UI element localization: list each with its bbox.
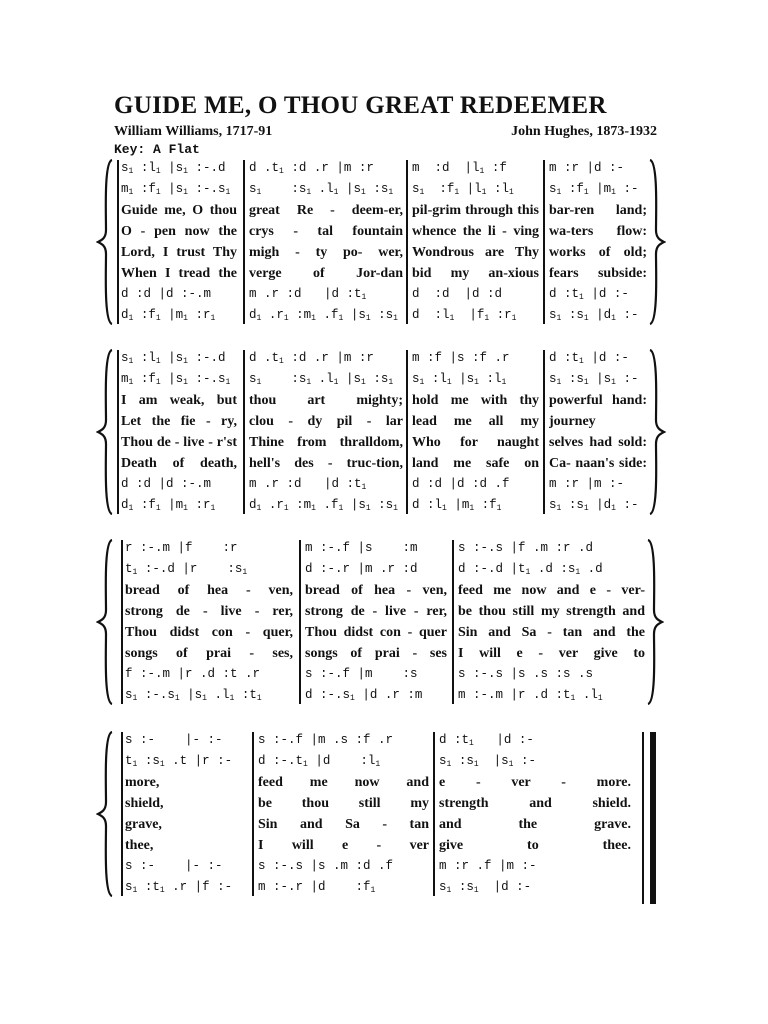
solfa-measure: $m_1$ $:f_1$ $|s_1$ $:-.s_1$	[121, 182, 231, 197]
lyric-phrase: fears subside:	[549, 266, 647, 281]
solfa-measure: s :-.s |s .m :d .f	[258, 859, 394, 873]
lyric-phrase: lead me all my	[412, 414, 539, 429]
lyric-phrase: Guide me, O thou	[121, 203, 237, 218]
solfa-measure: $m_1$ $:f_1$ $|s_1$ $:-.s_1$	[121, 372, 231, 387]
solfa-measure: d $:t_1$ |d :-	[549, 287, 629, 302]
author-credit: William Williams, 1717-91	[114, 124, 273, 139]
lyric-phrase: crys - tal fountain	[249, 224, 403, 239]
solfa-measure: $s_1$ $:s_1$ $|s_1$ :-	[549, 372, 639, 387]
system-3	[0, 538, 768, 706]
lyric-phrase: land me safe on	[412, 456, 539, 471]
solfa-measure: d :-.r |m .r :d	[305, 562, 418, 576]
bar-line	[117, 350, 119, 514]
lyric-phrase: Lord, I trust Thy	[121, 245, 237, 260]
solfa-measure: $s_1$ $:t_1$ .r |f :-	[125, 880, 233, 895]
lyric-phrase: hold me with thy	[412, 393, 539, 408]
lyric-phrase: songs of prai - ses,	[125, 646, 293, 661]
left-brace	[96, 348, 114, 516]
lyric-phrase: grave,	[125, 817, 162, 832]
lyric-phrase: feed me now and e - ver-	[458, 583, 645, 598]
lyric-phrase: whence the li - ving	[412, 224, 539, 239]
lyric-phrase: feed me now and	[258, 775, 429, 790]
lyric-phrase: great Re - deem-er,	[249, 203, 403, 218]
system-2	[0, 348, 768, 516]
solfa-measure: d $:l_1$ $|m_1$ $:f_1$	[412, 498, 502, 513]
lyric-phrase: thou art mighty;	[249, 393, 403, 408]
right-brace	[648, 348, 666, 516]
solfa-measure: d :-.d $|t_1$ .d $:s_1$ .d	[458, 562, 603, 577]
lyric-phrase: verge of Jor-dan	[249, 266, 403, 281]
lyric-phrase: be thou still my	[258, 796, 429, 811]
lyric-phrase: Sin and Sa - tan	[258, 817, 429, 832]
lyric-phrase: strong de - live - rer,	[305, 604, 447, 619]
lyric-phrase: strong de - live - rer,	[125, 604, 293, 619]
solfa-measure: $d_1$ $.r_1$ $:m_1$ $.f_1$ $|s_1$ $:s_1$	[249, 498, 398, 513]
bar-line	[299, 540, 301, 704]
solfa-measure: $s_1$ $:s_1$ $|d_1$ :-	[549, 498, 639, 513]
bar-line	[433, 732, 435, 896]
lyric-phrase: Who for naught	[412, 435, 539, 450]
solfa-measure: d $:-.s_1$ |d .r :m	[305, 688, 423, 703]
lyric-phrase: Let the fie - ry,	[121, 414, 237, 429]
lyric-phrase: e - ver - more.	[439, 775, 631, 790]
system-4	[0, 730, 768, 898]
lyric-phrase: pil-grim through this	[412, 203, 539, 218]
solfa-measure: $s_1$ $:f_1$ $|m_1$ :-	[549, 182, 639, 197]
solfa-measure: d :d |d :-.m	[121, 287, 212, 301]
solfa-measure: $d_1$ $:f_1$ $|m_1$ $:r_1$	[121, 498, 216, 513]
solfa-measure: $s_1$ $:l_1$ $|s_1$ $:l_1$	[412, 372, 507, 387]
solfa-measure: m :f |s :f .r	[412, 351, 510, 365]
solfa-measure: s :-.s |f .m :r .d	[458, 541, 594, 555]
solfa-measure: $d_1$ $:f_1$ $|m_1$ $:r_1$	[121, 308, 216, 323]
lyric-phrase: and the grave.	[439, 817, 631, 832]
solfa-measure: m :-.r |d $:f_1$	[258, 880, 376, 895]
lyric-phrase: Wondrous are Thy	[412, 245, 539, 260]
bar-line	[117, 160, 119, 324]
solfa-measure: d $:l_1$ $|f_1$ $:r_1$	[412, 308, 517, 323]
bar-line	[543, 350, 545, 514]
solfa-measure: $d_1$ $.r_1$ $:m_1$ $.f_1$ $|s_1$ $:s_1$	[249, 308, 398, 323]
solfa-measure: d :d |d :-.m	[121, 477, 212, 491]
lyric-phrase: Ca- naan's side:	[549, 456, 647, 471]
bar-line	[252, 732, 254, 896]
solfa-measure: d $.t_1$ :d .r |m :r	[249, 351, 374, 366]
solfa-measure: $s_1$ $:l_1$ $|s_1$ :-.d	[121, 351, 226, 366]
solfa-measure: m :-.f |s :m	[305, 541, 418, 555]
solfa-measure: $t_1$ :-.d |r $:s_1$	[125, 562, 248, 577]
solfa-measure: d :d |d :d	[412, 287, 503, 301]
solfa-measure: $s_1$ $:s_1$ $.l_1$ $|s_1$ $:s_1$	[249, 182, 394, 197]
bar-line	[243, 160, 245, 324]
solfa-measure: $s_1$ $:s_1$ |d :-	[439, 880, 532, 895]
lyric-phrase: migh - ty po- wer,	[249, 245, 403, 260]
solfa-measure: $s_1$ $:s_1$ $|s_1$ :-	[439, 754, 536, 769]
solfa-measure: d :d |d :d .f	[412, 477, 510, 491]
lyric-phrase: thee,	[125, 838, 154, 853]
bar-line	[121, 540, 123, 704]
solfa-measure: s :- |- :-	[125, 859, 223, 873]
system-1	[0, 158, 768, 326]
lyric-phrase: be thou still my strength and	[458, 604, 645, 619]
solfa-measure: $s_1$ $:s_1$ $|d_1$ :-	[549, 308, 639, 323]
lyric-phrase: shield,	[125, 796, 164, 811]
lyric-phrase: bread of hea - ven,	[305, 583, 447, 598]
solfa-measure: m :r |m :-	[549, 477, 625, 491]
lyric-phrase: Thou de - live - r'st	[121, 435, 237, 450]
solfa-measure: $s_1$ $:f_1$ $|l_1$ $:l_1$	[412, 182, 514, 197]
solfa-measure: $s_1$ $:s_1$ $.l_1$ $|s_1$ $:s_1$	[249, 372, 394, 387]
solfa-measure: m :d $|l_1$ :f	[412, 161, 507, 176]
lyric-phrase: Death of death,	[121, 456, 237, 471]
lyric-phrase: strength and shield.	[439, 796, 631, 811]
lyric-phrase: Sin and Sa - tan and the	[458, 625, 645, 640]
lyric-phrase: give to thee.	[439, 838, 631, 853]
key-signature: Key: A Flat	[114, 142, 200, 157]
lyric-phrase: O - pen now the	[121, 224, 237, 239]
lyric-phrase: bar-ren land;	[549, 203, 647, 218]
right-brace	[648, 158, 666, 326]
solfa-measure: m .r :d |d $:t_1$	[249, 477, 367, 492]
solfa-measure: d $:t_1$ |d :-	[439, 733, 534, 748]
solfa-measure: m :r |d :-	[549, 161, 625, 175]
bar-line	[121, 732, 123, 896]
lyric-phrase: wa-ters flow:	[549, 224, 647, 239]
lyric-phrase: works of old;	[549, 245, 647, 260]
solfa-measure: r :-.m |f :r	[125, 541, 238, 555]
lyric-phrase: selves had sold:	[549, 435, 647, 450]
lyric-phrase: clou - dy pil - lar	[249, 414, 403, 429]
lyric-phrase: I will e - ver	[258, 838, 429, 853]
final-barline-thick	[650, 732, 656, 904]
solfa-measure: m :r .f |m :-	[439, 859, 537, 873]
lyric-phrase: journey	[549, 414, 596, 429]
solfa-measure: s :-.f |m .s :f .r	[258, 733, 394, 747]
lyric-phrase: bid my an-xious	[412, 266, 539, 281]
left-brace	[96, 538, 114, 706]
lyric-phrase: Thou didst con - quer,	[125, 625, 293, 640]
final-barline-thin	[642, 732, 644, 904]
right-brace	[646, 538, 664, 706]
solfa-measure: $t_1$ $:s_1$ .t |r :-	[125, 754, 233, 769]
lyric-phrase: powerful hand:	[549, 393, 647, 408]
solfa-measure: m :-.m |r .d $:t_1$ $.l_1$	[458, 688, 603, 703]
bar-line	[452, 540, 454, 704]
solfa-measure: d $.t_1$ :d .r |m :r	[249, 161, 374, 176]
solfa-measure: $s_1$ $:l_1$ $|s_1$ :-.d	[121, 161, 226, 176]
solfa-measure: d $:-.t_1$ |d $:l_1$	[258, 754, 381, 769]
bar-line	[406, 350, 408, 514]
composer-credit: John Hughes, 1873-1932	[511, 124, 657, 139]
left-brace	[96, 158, 114, 326]
solfa-measure: f :-.m |r .d :t .r	[125, 667, 261, 681]
bar-line	[543, 160, 545, 324]
lyric-phrase: bread of hea - ven,	[125, 583, 293, 598]
lyric-phrase: songs of prai - ses	[305, 646, 447, 661]
solfa-measure: s :- |- :-	[125, 733, 223, 747]
bar-line	[406, 160, 408, 324]
lyric-phrase: Thine from thralldom,	[249, 435, 403, 450]
bar-line	[243, 350, 245, 514]
hymn-title: GUIDE ME, O THOU GREAT REDEEMER	[114, 92, 607, 119]
solfa-measure: s :-.s |s .s :s .s	[458, 667, 594, 681]
solfa-measure: d $:t_1$ |d :-	[549, 351, 629, 366]
lyric-phrase: I am weak, but	[121, 393, 237, 408]
solfa-measure: $s_1$ $:-.s_1$ $|s_1$ $.l_1$ $:t_1$	[125, 688, 262, 703]
lyric-phrase: When I tread the	[121, 266, 237, 281]
lyric-phrase: I will e - ver give to	[458, 646, 645, 661]
lyric-phrase: Thou didst con - quer	[305, 625, 447, 640]
lyric-phrase: hell's des - truc-tion,	[249, 456, 403, 471]
left-brace	[96, 730, 114, 898]
lyric-phrase: more,	[125, 775, 160, 790]
solfa-measure: m .r :d |d $:t_1$	[249, 287, 367, 302]
solfa-measure: s :-.f |m :s	[305, 667, 418, 681]
